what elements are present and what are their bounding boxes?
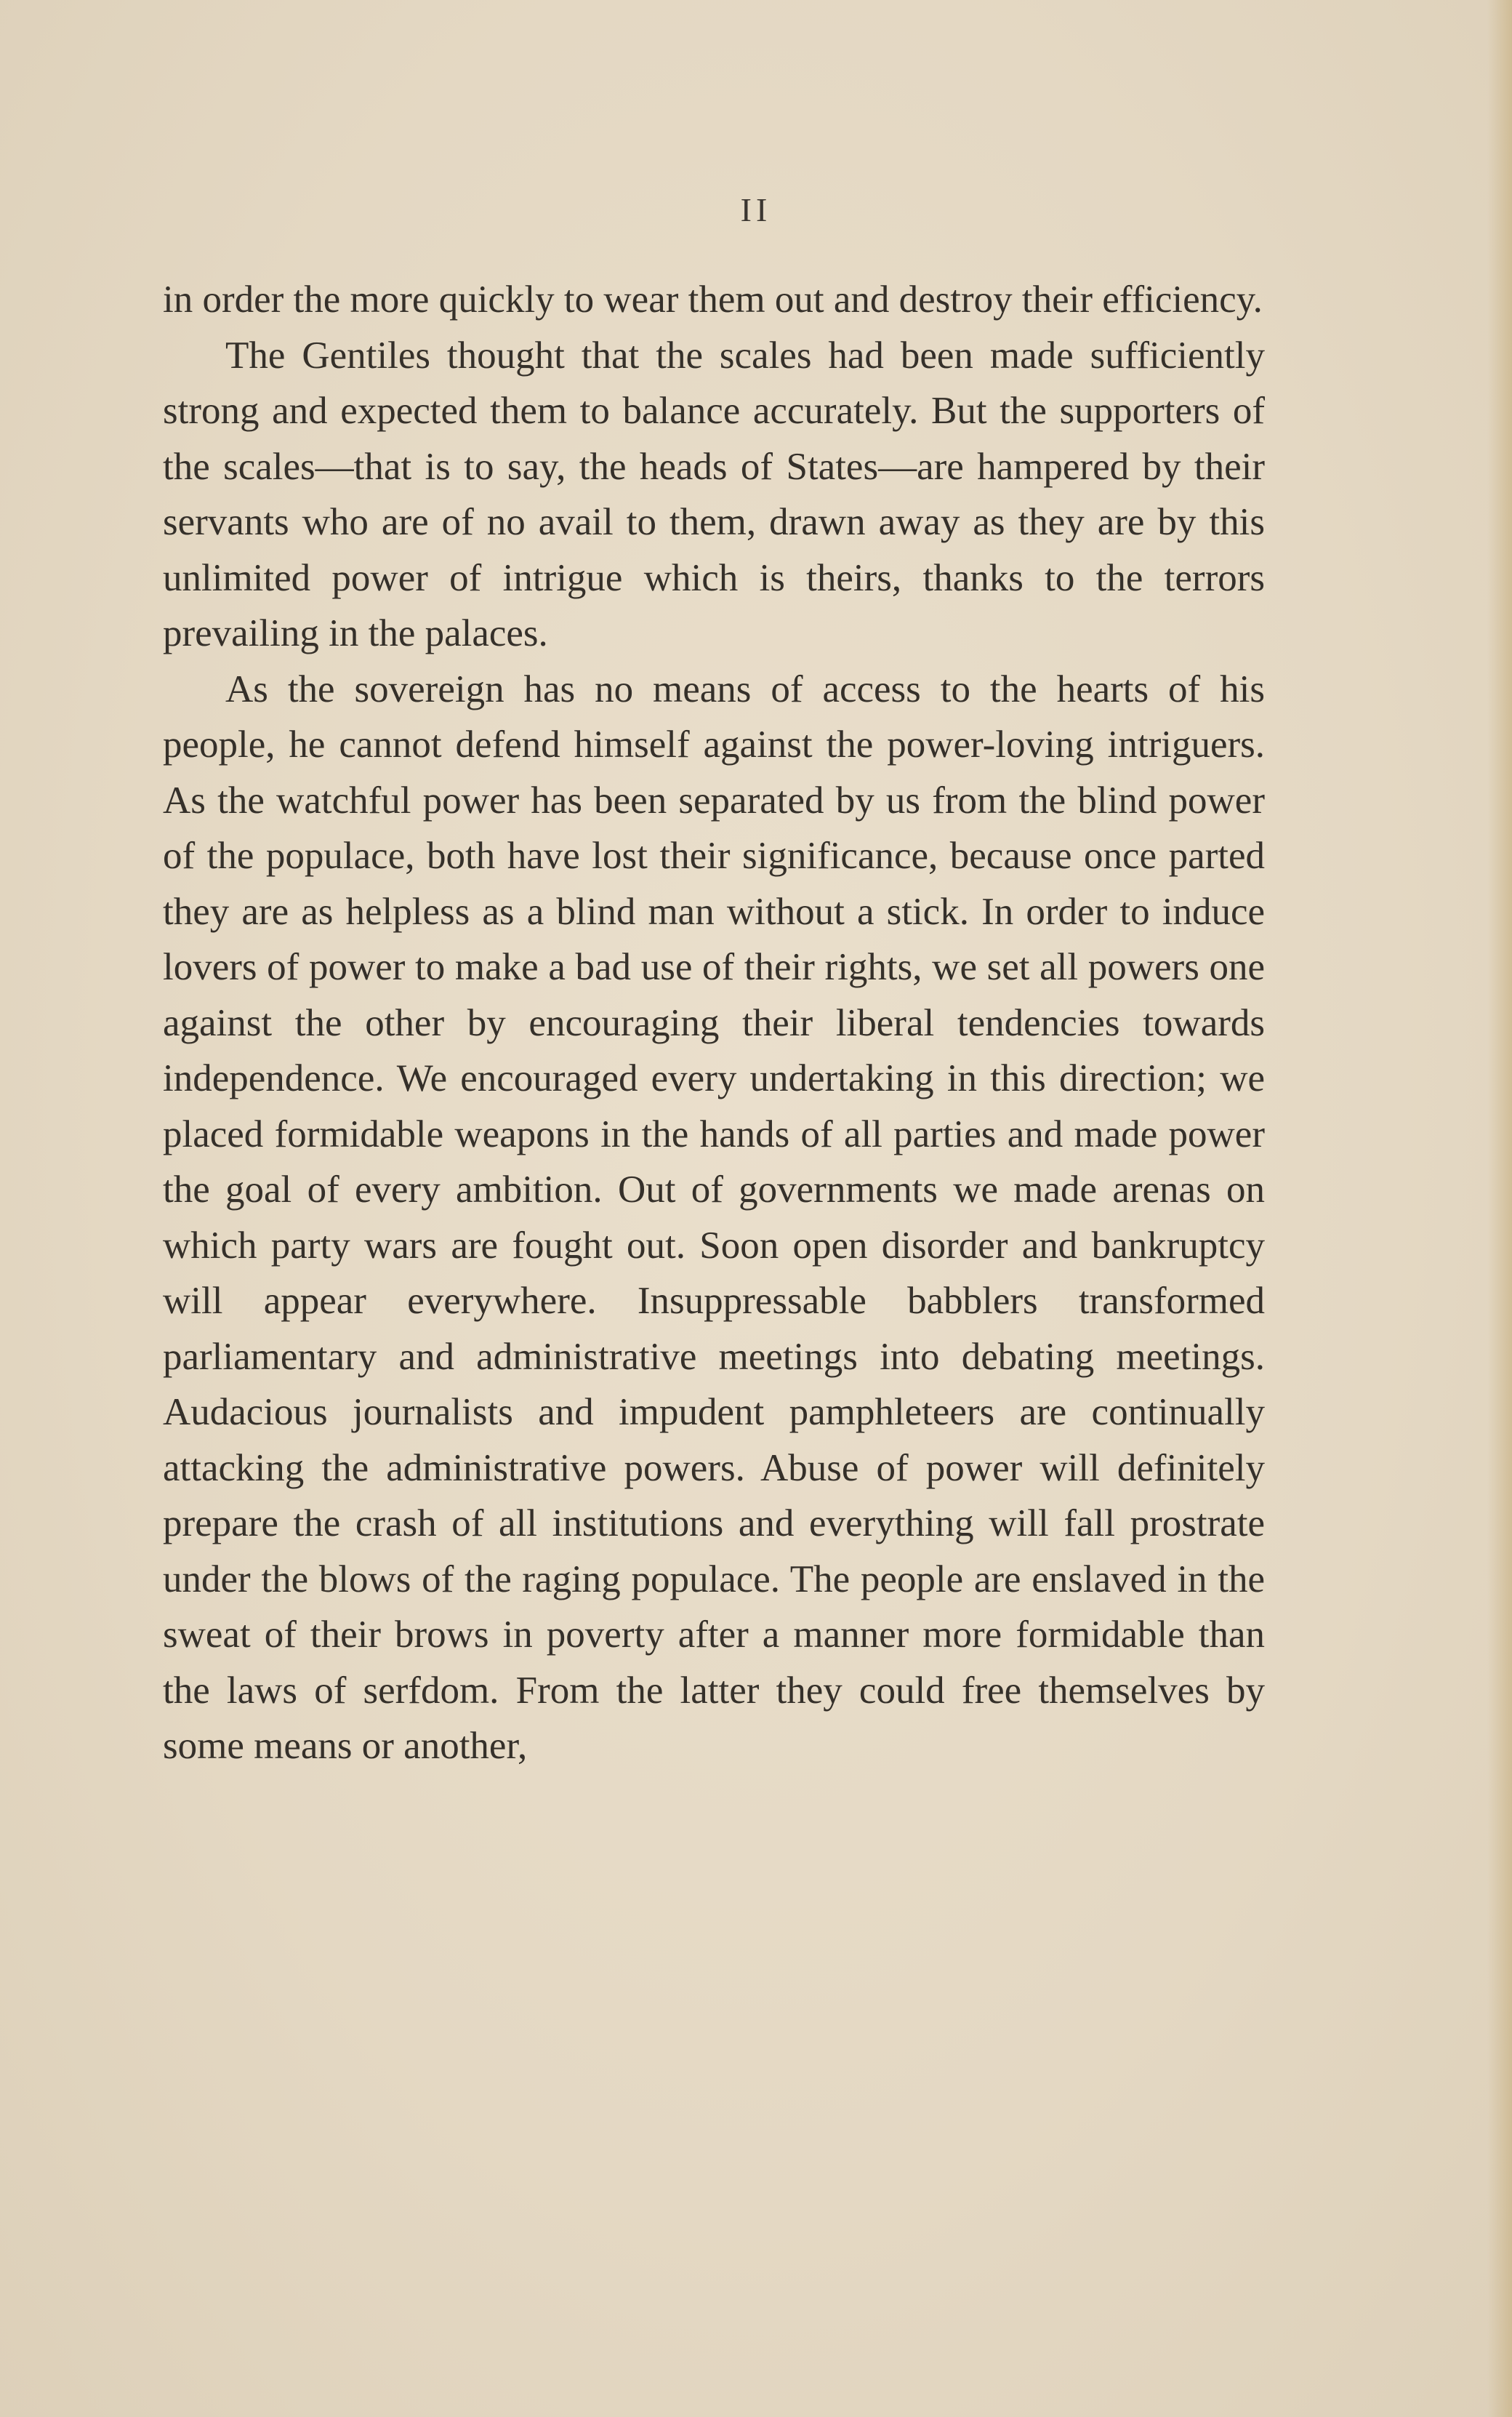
- paragraph-gentiles-scales: The Gentiles thought that the scales had been made sufficiently strong and expected them to balance accurately. But the supporters of the scales—that is to say, the heads of States—are hampered by their servants who are of no avail to them, drawn away as they are by this unlimited power of intrigue which is theirs, thanks to the terrors prevailing in the palaces.: [163, 334, 1265, 654]
- paragraph-sovereign: As the sovereign has no means of access to the hearts of his people, he cannot defend himself against the power-loving intriguers. As the watchful power has been separated by us from the blind power of the populace, both have lost their significance, because once parted they are as helpless as a blind man without a stick. In order to induce lovers of power to make a bad use of their rights, we set all powers one against the other by encouraging their liberal tendencies towards independence. We encouraged every undertaking in this direction; we placed formidable weapons in the hands of all parties and made power the goal of every ambition. Out of governments we made arenas on which party wars are fought out. Soon open disorder and bankruptcy will appear everywhere. Insuppressable babblers transformed parliamentary and administrative meetings into debating meetings. Audacious journalists and impudent pamphleteers are continually attacking the administrative powers. Abuse of power will definitely prepare the crash of all institutions and everything will fall prostrate under the blows of the raging populace. The people are enslaved in the sweat of their brows in poverty after a manner more formidable than the laws of serfdom. From the latter they could free themselves by some means or another,: [163, 668, 1265, 1767]
- page-edge-shadow: [1487, 0, 1512, 2417]
- body-text: [163, 272, 1265, 1774]
- page-number: II: [740, 191, 772, 228]
- paragraph-continuation: in order the more quickly to wear them out and destroy their efficiency.: [163, 278, 1263, 321]
